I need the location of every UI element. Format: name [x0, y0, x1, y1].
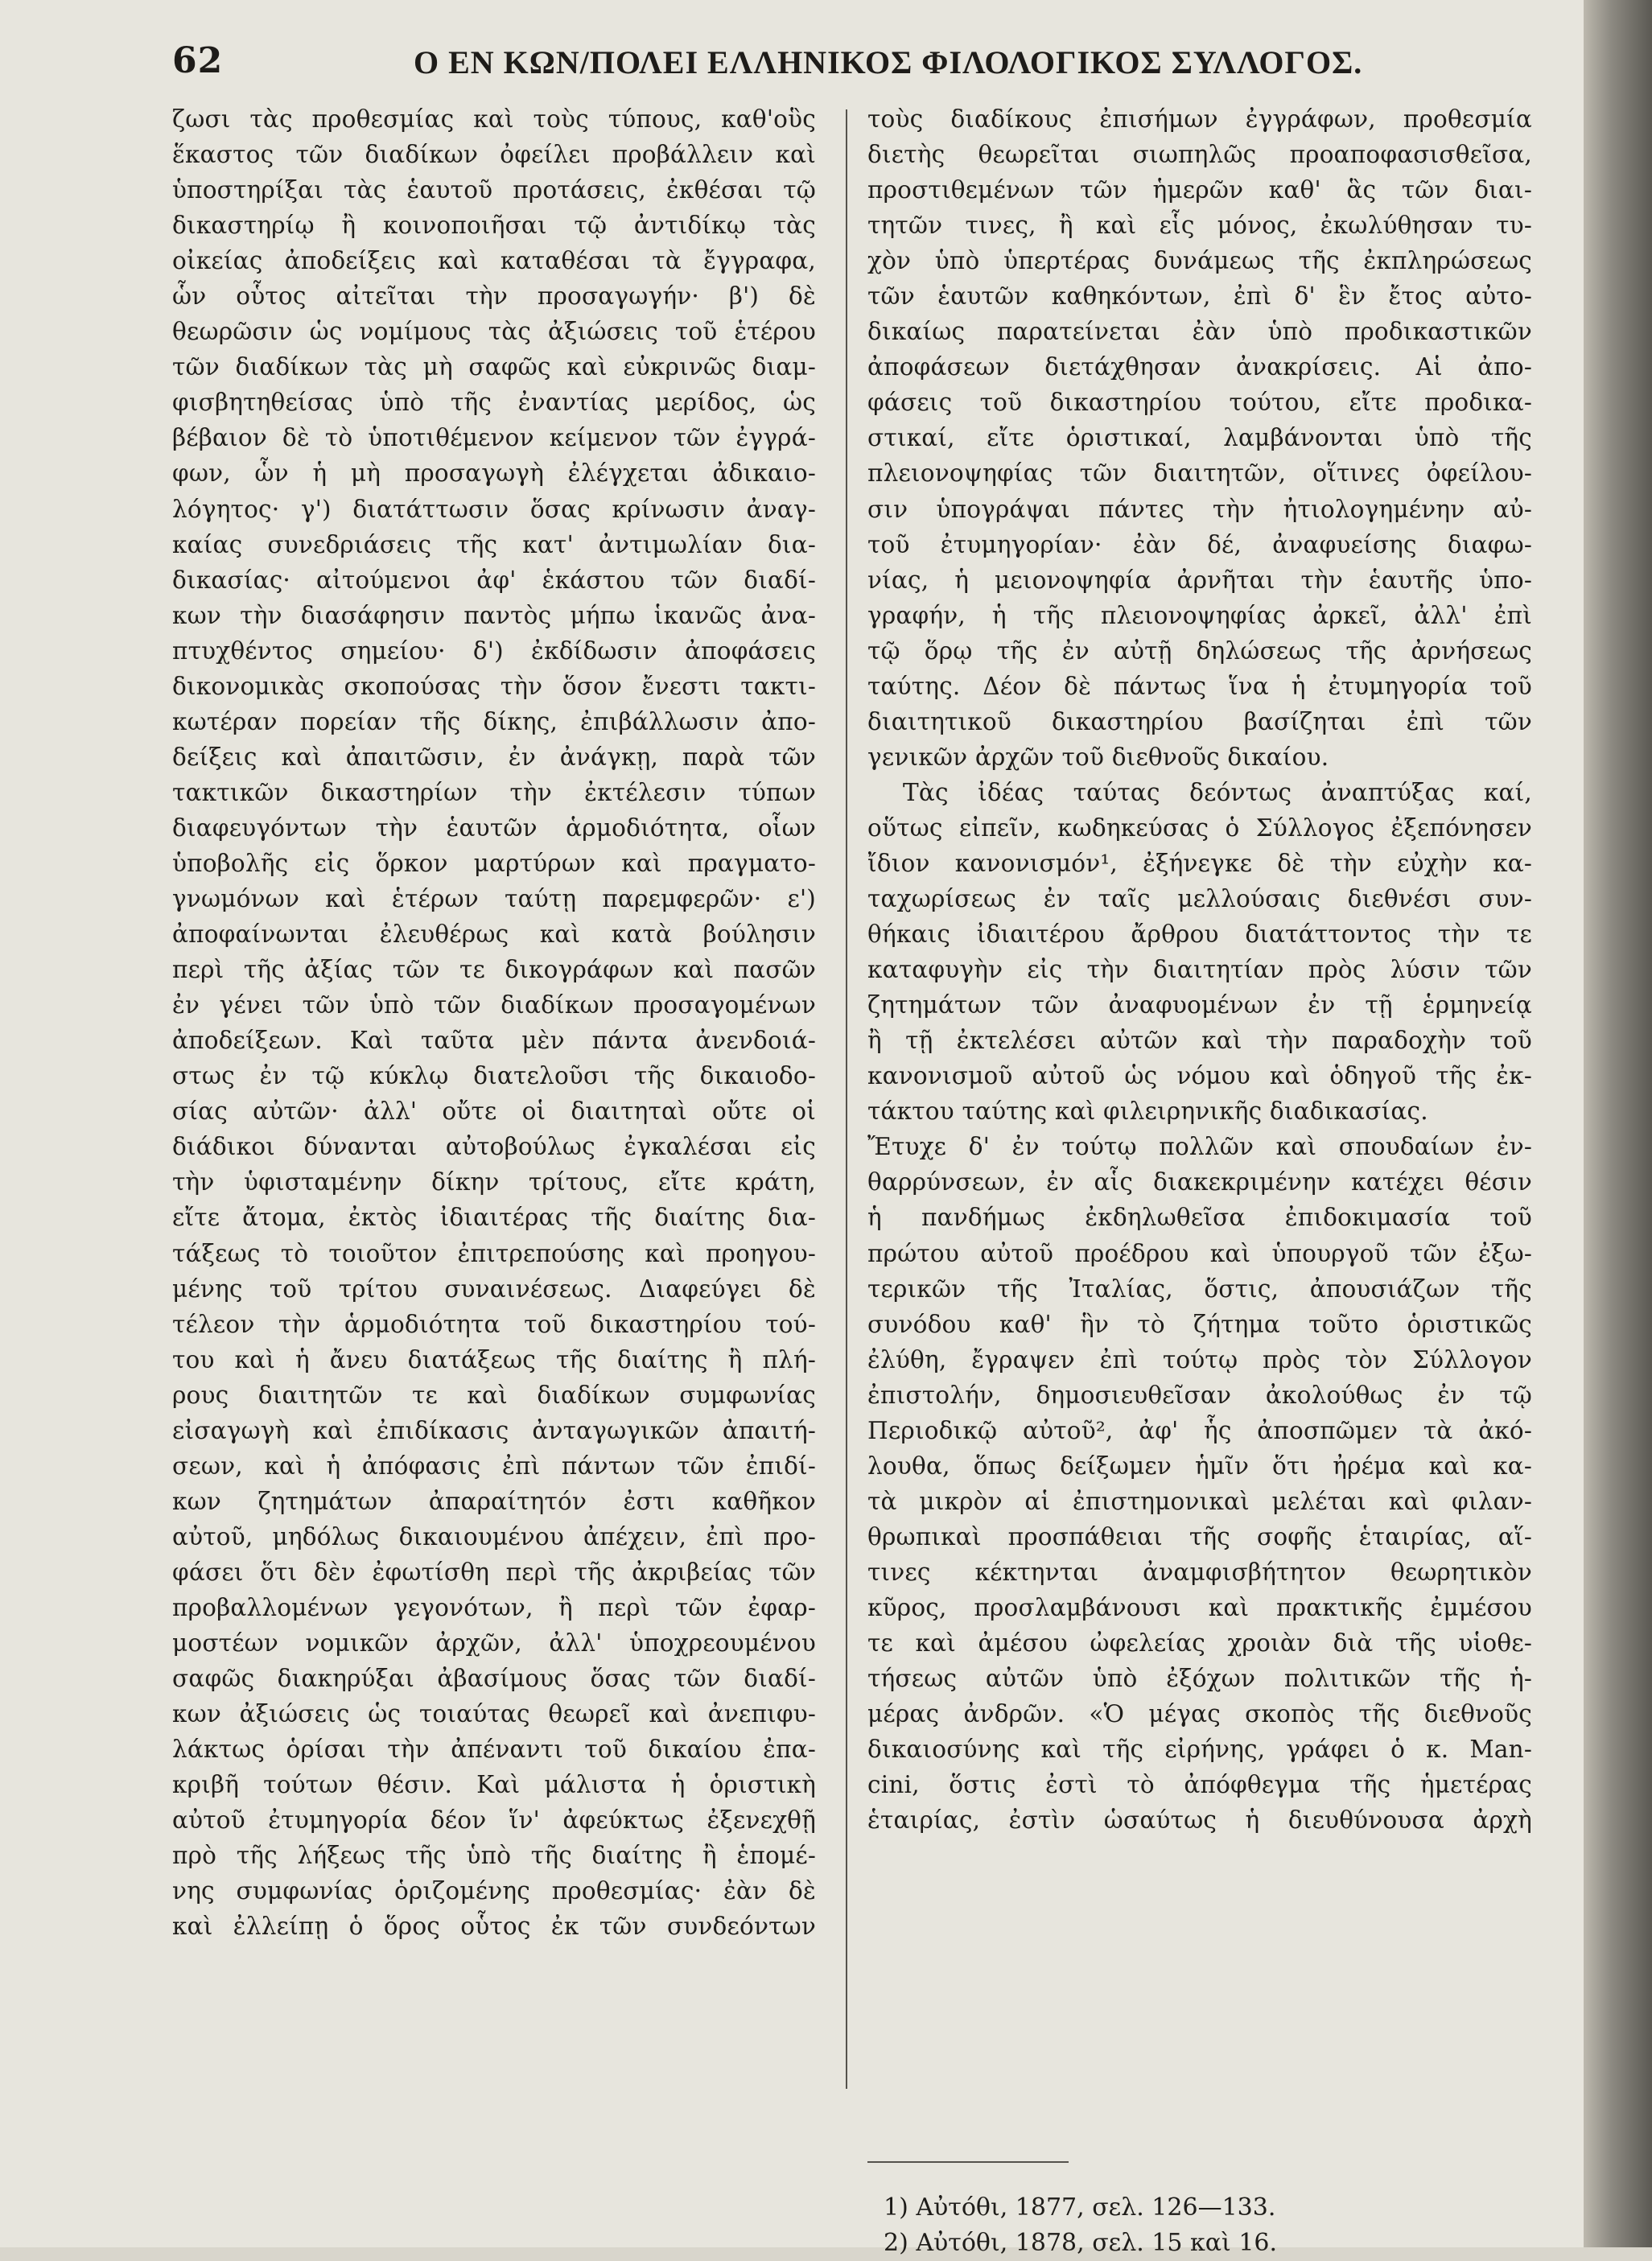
page-number: 62	[172, 40, 224, 81]
text-line: σιν ὑπογράψαι πάντες τὴν ἠτιολογημένην αὐ-	[867, 495, 1532, 523]
text-line: θήκαις ἰδιαιτέρου ἄρθρου διατάττοντος τὴν τε	[867, 920, 1532, 949]
running-head	[172, 40, 1532, 89]
text-line: τῶν διαδίκων τὰς μὴ σαφῶς καὶ εὐκρινῶς διαμ-	[172, 353, 816, 381]
footnote-1: 1) Αὐτόθι, 1877, σελ. 126—133.	[884, 2193, 1276, 2222]
text-line: ἐπιστολήν, δημοσιευθεῖσαν ἀκολούθως ἐν τῷ	[867, 1381, 1532, 1409]
text-line: τάκτου ταύτης καὶ φιλειρηνικῆς διαδικασίας.	[867, 1098, 1428, 1126]
text-line: καὶ ἐλλείπῃ ὁ ὅρος οὗτος ἐκ τῶν συνδεόντων	[172, 1913, 816, 1941]
text-line: τῶν ἑαυτῶν καθηκόντων, ἐπὶ δ' ἓν ἔτος αὐτο-	[867, 282, 1532, 311]
text-line: τῷ ὅρῳ τῆς ἐν αὐτῇ δηλώσεως τῆς ἀρνήσεως	[867, 636, 1532, 665]
text-line: οὕτως εἰπεῖν, κωδηκεύσας ὁ Σύλλογος ἐξεπόνησεν	[867, 813, 1532, 842]
text-line: λάκτως ὁρίσαι τὴν ἀπέναντι τοῦ δικαίου ἐπα-	[172, 1736, 816, 1764]
text-line: κων τὴν διασάφησιν παντὸς μήπω ἱκανῶς ἀνα-	[172, 601, 816, 629]
text-line: θεωρῶσιν ὡς νομίμους τὰς ἀξιώσεις τοῦ ἑτέρου	[172, 318, 816, 346]
text-line: βέβαιον δὲ τὸ ὑποτιθέμενον κείμενον τῶν ἐγγρά-	[172, 424, 816, 452]
text-line: δικασίας· αἰτούμενοι ἀφ' ἑκάστου τῶν διαδί-	[172, 566, 816, 594]
text-line: νίας, ἡ μειονοψηφία ἀρνῆται τὴν ἑαυτῆς ὑπο-	[867, 566, 1532, 594]
text-line: σαφῶς διακηρύξαι ἀβασίμους ὅσας τῶν διαδί-	[172, 1665, 816, 1693]
text-line: τερικῶν τῆς Ἰταλίας, ὅστις, ἀπουσιάζων τῆς	[867, 1275, 1532, 1303]
text-line: θρωπικαὶ προσπάθειαι τῆς σοφῆς ἑταιρίας, αἵ-	[867, 1522, 1532, 1551]
text-line: σίας αὐτῶν· ἀλλ' οὔτε οἱ διαιτηταὶ οὔτε οἱ	[172, 1098, 816, 1126]
text-line: τὴν ὑφισταμένην δίκην τρίτους, εἴτε κράτη,	[172, 1168, 816, 1196]
text-line: μέρας ἀνδρῶν. «Ὁ μέγας σκοπὸς τῆς διεθνοῦς	[867, 1700, 1532, 1728]
text-line: τάξεως τὸ τοιοῦτον ἐπιτρεπούσης καὶ προηγου-	[172, 1239, 816, 1267]
text-line: ἢ τῇ ἐκτελέσει αὐτῶν καὶ τὴν παραδοχὴν τοῦ	[867, 1027, 1532, 1055]
text-line: προστιθεμένων τῶν ἡμερῶν καθ' ἃς τῶν διαι-	[867, 176, 1532, 204]
text-line: κωτέραν πορείαν τῆς δίκης, ἐπιβάλλωσιν ἀπο-	[172, 707, 816, 735]
text-line: ἀποφαίνωνται ἐλευθέρως καὶ κατὰ βούλησιν	[172, 920, 816, 949]
text-line: τακτικῶν δικαστηρίων τὴν ἐκτέλεσιν τύπων	[172, 778, 816, 806]
text-line: διετὴς θεωρεῖται σιωπηλῶς προαποφασισθεῖσα,	[867, 141, 1532, 169]
text-line: ἑταιρίας, ἐστὶν ὡσαύτως ἡ διευθύνουσα ἀρχὴ	[867, 1806, 1532, 1835]
text-line: στικαί, εἴτε ὁριστικαί, λαμβάνονται ὑπὸ τῆς	[867, 424, 1532, 452]
text-line: αὐτοῦ ἐτυμηγορία δέον ἵν' ἀφεύκτως ἐξενεχθῇ	[172, 1806, 816, 1835]
text-line: ταύτης. Δέον δὲ πάντως ἵνα ἡ ἐτυμηγορία τοῦ	[867, 672, 1532, 700]
text-line: κανονισμοῦ αὐτοῦ ὡς νόμου καὶ ὁδηγοῦ τῆς ἐκ-	[867, 1062, 1532, 1090]
text-line: φάσεις τοῦ δικαστηρίου τούτου, εἴτε προδικα-	[867, 389, 1532, 417]
text-line: ρους διαιτητῶν τε καὶ διαδίκων συμφωνίας	[172, 1381, 816, 1409]
text-line: σεων, καὶ ἡ ἀπόφασις ἐπὶ πάντων τῶν ἐπιδί-	[172, 1452, 816, 1480]
text-line: φων, ὧν ἡ μὴ προσαγωγὴ ἐλέγχεται ἀδικαιο-	[172, 459, 816, 488]
text-line: λόγητος· γ') διατάττωσιν ὅσας κρίνωσιν ἀναγ-	[172, 495, 816, 523]
text-line: πτυχθέντος σημείου· δ') ἐκδίδωσιν ἀποφάσεις	[172, 636, 816, 665]
text-line: Περιοδικῷ αὐτοῦ², ἀφ' ἧς ἀποσπῶμεν τὰ ἀκό-	[867, 1416, 1532, 1444]
text-line: μοστέων νομικῶν ἀρχῶν, ἀλλ' ὑποχρεουμένου	[172, 1629, 816, 1658]
page-header-title: Ο ΕΝ ΚΩΝ/ΠΟΛΕΙ ΕΛΛΗΝΙΚΟΣ ΦΙΛΟΛΟΓΙΚΟΣ ΣΥΛΛΟΓΟΣ.	[414, 44, 1363, 80]
column-divider	[846, 109, 847, 2089]
text-line: Ἔτυχε δ' ἐν τούτῳ πολλῶν καὶ σπουδαίων ἐν-	[867, 1133, 1532, 1161]
text-line: αὐτοῦ, μηδόλως δικαιουμένου ἀπέχειν, ἐπὶ προ-	[172, 1522, 816, 1551]
text-line: δικαίως παρατείνεται ἐὰν ὑπὸ προδικαστικῶν	[867, 318, 1532, 346]
text-line: ὑποστηρίξαι τὰς ἑαυτοῦ προτάσεις, ἐκθέσαι τῷ	[172, 176, 816, 204]
text-line: οἰκείας ἀποδείξεις καὶ καταθέσαι τὰ ἔγγραφα,	[172, 247, 816, 275]
text-line: Τὰς ἰδέας ταύτας δεόντως ἀναπτύξας καί,	[903, 778, 1532, 806]
text-line: εἴτε ἄτομα, ἐκτὸς ἰδιαιτέρας τῆς διαίτης δια-	[172, 1204, 816, 1232]
text-line: ἐν γένει τῶν ὑπὸ τῶν διαδίκων προσαγομένων	[172, 991, 816, 1019]
text-line: κων ἀξιώσεις ὡς τοιαύτας θεωρεῖ καὶ ἀνεπιφυ-	[172, 1700, 816, 1728]
text-line: δικαστηρίῳ ἢ κοινοποιῆσαι τῷ ἀντιδίκῳ τὰς	[172, 212, 816, 240]
text-line: ἀποφάσεων διετάχθησαν ἀνακρίσεις. Αἱ ἀπο-	[867, 353, 1532, 381]
text-line: τήσεως αὐτῶν ὑπὸ ἐξόχων πολιτικῶν τῆς ἡ-	[867, 1665, 1532, 1693]
footnotes	[884, 2190, 1495, 2261]
text-line: διαιτητικοῦ δικαστηρίου βασίζηται ἐπὶ τῶν	[867, 707, 1532, 735]
right-column	[867, 101, 1532, 1838]
text-line: γενικῶν ἀρχῶν τοῦ διεθνοῦς δικαίου.	[867, 743, 1329, 771]
text-line: στως ἐν τῷ κύκλῳ διατελοῦσι τῆς δικαιοδο-	[172, 1062, 816, 1090]
text-line: ταχωρίσεως ἐν ταῖς μελλούσαις διεθνέσι συν-	[867, 885, 1532, 913]
text-line: φισβητηθείσας ὑπὸ τῆς ἐναντίας μερίδος, ὡς	[172, 389, 816, 417]
text-line: cini, ὅστις ἐστὶ τὸ ἀπόφθεγμα τῆς ἡμετέρας	[867, 1771, 1532, 1799]
text-line: κριβῆ τούτων θέσιν. Καὶ μάλιστα ἡ ὁριστικὴ	[172, 1771, 816, 1799]
page-edge	[1584, 0, 1652, 2247]
text-line: θαρρύνσεων, ἐν αἷς διακεκριμένην κατέχει θέσιν	[867, 1168, 1532, 1196]
left-column	[172, 101, 816, 1944]
footnote-2: 2) Αὐτόθι, 1878, σελ. 15 καὶ 16.	[884, 2229, 1278, 2257]
text-line: ὑποβολῆς εἰς ὅρκον μαρτύρων καὶ πραγματο-	[172, 849, 816, 877]
text-line: ἀποδείξεων. Καὶ ταῦτα μὲν πάντα ἀνενδοιά-	[172, 1027, 816, 1055]
text-line: ζωσι τὰς προθεσμίας καὶ τοὺς τύπους, καθ'οὓς	[172, 105, 816, 133]
text-line: περὶ τῆς ἀξίας τῶν τε δικογράφων καὶ πασῶν	[172, 956, 816, 984]
text-line: λουθα, ὅπως δείξωμεν ἡμῖν ὅτι ἠρέμα καὶ κα-	[867, 1452, 1532, 1480]
text-line: ἴδιον κανονισμόν¹, ἐξήνεγκε δὲ τὴν εὐχὴν κα-	[867, 849, 1532, 877]
text-line: διαφευγόντων τὴν ἑαυτῶν ἁρμοδιότητα, οἷων	[172, 813, 816, 842]
footnote-divider	[867, 2161, 1069, 2163]
text-line: ἕκαστος τῶν διαδίκων ὀφείλει προβάλλειν καὶ	[172, 141, 816, 169]
text-line: τε καὶ ἀμέσου ὠφελείας χροιὰν διὰ τῆς υἱοθε-	[867, 1629, 1532, 1658]
text-line: ἐλύθη, ἔγραψεν ἐπὶ τούτῳ πρὸς τὸν Σύλλογον	[867, 1345, 1532, 1373]
text-line: δικονομικὰς σκοπούσας τὴν ὅσον ἔνεστι τακτι-	[172, 672, 816, 700]
text-line: τέλεον τὴν ἁρμοδιότητα τοῦ δικαστηρίου τού-	[172, 1310, 816, 1338]
text-line: ἡ πανδήμως ἐκδηλωθεῖσα ἐπιδοκιμασία τοῦ	[867, 1204, 1532, 1232]
text-line: πρώτου αὐτοῦ προέδρου καὶ ὑπουργοῦ τῶν ἐξω-	[867, 1239, 1532, 1267]
text-line: τοῦ ἐτυμηγορίαν· ἐὰν δέ, ἀναφυείσης διαφω-	[867, 530, 1532, 558]
text-line: πλειονοψηφίας τῶν διαιτητῶν, οἵτινες ὀφείλου-	[867, 459, 1532, 488]
text-line: ζητημάτων τῶν ἀναφυομένων ἐν τῇ ἑρμηνείᾳ	[867, 991, 1532, 1019]
text-line: νης συμφωνίας ὁριζομένης προθεσμίας· ἐὰν δὲ	[172, 1877, 816, 1905]
text-line: καταφυγὴν εἰς τὴν διαιτητίαν πρὸς λύσιν τῶν	[867, 956, 1532, 984]
text-line: διάδικοι δύνανται αὐτοβούλως ἐγκαλέσαι εἰς	[172, 1133, 816, 1161]
text-line: κων ζητημάτων ἀπαραίτητόν ἐστι καθῆκον	[172, 1487, 816, 1515]
text-line: τὰ μικρὸν αἱ ἐπιστημονικαὶ μελέται καὶ φιλαν-	[867, 1487, 1532, 1515]
text-line: τοὺς διαδίκους ἐπισήμων ἐγγράφων, προθεσμία	[867, 105, 1532, 133]
text-line: μένης τοῦ τρίτου συναινέσεως. Διαφεύγει δὲ	[172, 1275, 816, 1303]
text-line: του καὶ ἡ ἄνευ διατάξεως τῆς διαίτης ἢ πλή-	[172, 1345, 816, 1373]
text-line: εἰσαγωγὴ καὶ ἐπιδίκασις ἀνταγωγικῶν ἀπαιτή-	[172, 1416, 816, 1444]
text-line: καίας συνεδριάσεις τῆς κατ' ἀντιμωλίαν δια-	[172, 530, 816, 558]
text-line: πρὸ τῆς λήξεως τῆς ὑπὸ τῆς διαίτης ἢ ἑπομέ-	[172, 1842, 816, 1870]
text-line: τινες κέκτηνται ἀναμφισβήτητον θεωρητικὸν	[867, 1558, 1532, 1586]
text-line: γραφήν, ἡ τῆς πλειονοψηφίας ἀρκεῖ, ἀλλ' ἐπὶ	[867, 601, 1532, 629]
text-line: δείξεις καὶ ἀπαιτῶσιν, ἐν ἀνάγκῃ, παρὰ τῶν	[172, 743, 816, 771]
text-line: κῦρος, προσλαμβάνουσι καὶ πρακτικῆς ἐμμέσου	[867, 1593, 1532, 1621]
text-line: χὸν ὑπὸ ὑπερτέρας δυνάμεως τῆς ἐκπληρώσεως	[867, 247, 1532, 275]
text-line: γνωμόνων καὶ ἑτέρων ταύτῃ παρεμφερῶν· ε')	[172, 885, 816, 913]
text-line: συνόδου καθ' ἣν τὸ ζήτημα τοῦτο ὁριστικῶς	[867, 1310, 1532, 1338]
text-line: τητῶν τινες, ἢ καὶ εἷς μόνος, ἐκωλύθησαν τυ-	[867, 212, 1532, 240]
text-line: δικαιοσύνης καὶ τῆς εἰρήνης, γράφει ὁ κ. Man-	[867, 1736, 1532, 1764]
text-line: φάσει ὅτι δὲν ἐφωτίσθη περὶ τῆς ἀκριβείας τῶν	[172, 1558, 816, 1586]
text-line: ὧν οὗτος αἰτεῖται τὴν προσαγωγήν· β') δὲ	[172, 282, 816, 311]
text-line: προβαλλομένων γεγονότων, ἢ περὶ τῶν ἐφαρ-	[172, 1593, 816, 1621]
